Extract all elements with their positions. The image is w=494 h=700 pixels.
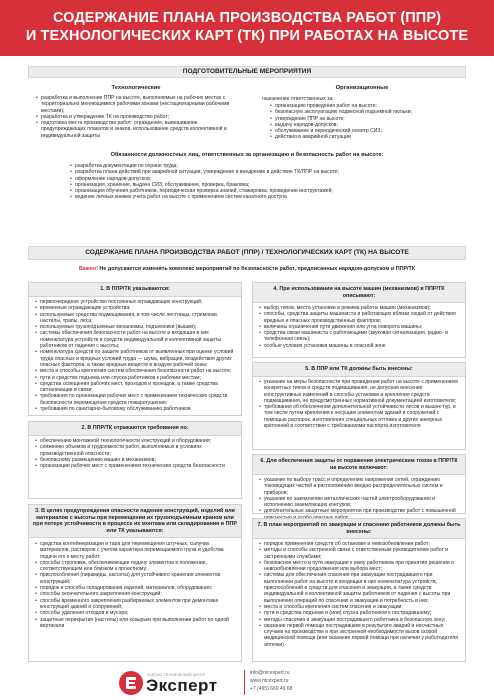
box-electrical <box>252 454 466 514</box>
footer-email[interactable]: info@ntcexpert.ru <box>250 670 290 676</box>
list-item: • места и способы крепления систем обеспечения безопасности работ на высоте; <box>35 368 235 374</box>
list-item: • снижению объемов и трудоемкости работ, выполняемых в условиях производственной опасности; <box>35 444 235 457</box>
list-item: • способы удаления отходов и мусора; <box>35 610 235 616</box>
org-heading: Организационные <box>335 85 389 91</box>
list-item: • обеспечению монтажной технологичности конструкций и оборудования; <box>35 438 235 444</box>
list-item: • разработка плана действий при аварийной ситуации, утверждение и внедрение в действие ТК/ППР на высоте; <box>70 169 430 175</box>
box-falling-prevention <box>28 504 242 662</box>
list-item: • организация, хранение, выдача СИЗ, обслуживание, проверка, браковка; <box>70 182 430 188</box>
company-logo-icon <box>118 670 144 696</box>
list-item: • пути и средства подъема и (или) спуска работников к пострадавшему; <box>259 610 459 616</box>
list-item: • особые условия установки машины в опасной зоне <box>259 343 459 349</box>
list-item: • пути и средства подъема или спуска работников к рабочим местам; <box>35 375 235 381</box>
list-item: • разработка и утверждение ТК на производство работ; <box>36 114 236 120</box>
box-title: 1. В ППР/ТК указываются: <box>29 283 241 297</box>
list-item: • безопасное место и пути эвакуации к нему работников при принятии решения о невозобновлении продолжения или выбора мест; <box>259 560 459 573</box>
logo-name: Эксперт <box>146 676 218 695</box>
list-item: • требования об обеспечении дополнительной устойчивости лесов и вышек-тур, в том числе путем крепления к несущим элементам зданий и сооружений с помощью распорок, изготовления специальных оттяжек и других анкерных креплений в соответствии с требованиями паспорта изготовителя <box>259 404 459 429</box>
list-item: • используемые средства подмащивания, в том числе лестницы, стремянки, настилы, трапы, леса; <box>35 312 235 325</box>
list-item: • способы строповки, обеспечивающие подачу элементов в положение, соответствующем или близком к проектному; <box>35 560 235 573</box>
list-item: • дополнительные защитные мероприятия при производстве работ с повышенной <box>259 508 459 521</box>
header-banner <box>0 0 494 56</box>
list-item: • порядок и способы складирования изделий, материалов, оборудования; <box>35 585 235 591</box>
list-item: • способы временного закрепления разбираемых элементов при демонтаже конструкций зданий и сооружений; <box>35 598 235 611</box>
duties-heading: Обязанности должностных лиц, ответственных за организацию и безопасность работ на высоте: <box>110 152 384 158</box>
box-title: 2. В ППР/ТК отражаются требования по: <box>29 422 241 436</box>
list-item: • организация обучения работников, периодическая проверка знаний, стажировка, проведение инструктажей; <box>70 188 430 194</box>
list-item: • указание по заземлению металлических частей электрооборудования и исполнению заземляющих контуров; <box>259 496 459 509</box>
list-item: • разработка и выполнение ППР на высоте, выполняемых на рабочих местах с территориально меняющимися рабочими зонами (нестационарными рабочими местами); <box>36 95 236 114</box>
list-item: • порядок применения средств об остановке и невозобновлении работ; <box>259 541 459 547</box>
content-section-band: СОДЕРЖАНИЕ ПЛАНА ПРОИЗВОДСТВА РАБОТ (ППР) / ТЕХНОЛОГИЧЕСКИХ КАРТ (ТК) НА ВЫСОТЕ <box>28 246 466 260</box>
tech-heading: Технологические <box>111 85 161 91</box>
org-list <box>270 103 465 141</box>
box-requirements <box>28 421 242 499</box>
page-title-line1: СОДЕРЖАНИЕ ПЛАНА ПРОИЗВОДСТВА РАБОТ (ППР) <box>52 10 442 26</box>
warning-line <box>28 266 466 272</box>
list-item: • ведение личных книжек учета работ на высоте с применением систем канатного доступа <box>70 194 430 200</box>
list-item: • системы для обеспечения спасения при эвакуации пострадавшего при выполнении работ на высоте и входящая в них номенклатура устройств, приспособлений и средств для спасения и эвакуации, а также средств индивидуальной и коллективной защиты работников от падения с высоты при выполнении операций по спасению и эвакуации и потребность в них; <box>259 572 459 603</box>
list-item: • указание по выбору трасс и определению напряжения сетей, ограждению токоведущих частей и расположению вводно-распределительных систем и приборов; <box>259 477 459 496</box>
list-item: • величины ограничения пути движения или угла поворота машины; <box>259 324 459 330</box>
list-item: • номенклатура средств по защите работников от выявленных при оценке условий труда опасных и вредных условий труда — шума, вибрации, воздействия других опасных факторов, а также вредных веществ в воздухе рабочей зоны; <box>35 349 235 368</box>
list-item: • требования по организации рабочих мест с применением технических средств безопасности перемещения средств пожаротушения; <box>35 393 235 406</box>
list-item: • утверждение ППР на высоте; <box>270 116 465 122</box>
box-title: 5. В ППР или ТК должны быть внесены: <box>253 363 465 377</box>
list-item: • подготовка места производства работ: ограждение, вывешивание предупреждающих плакатов и знаков, использование средств коллективной и индивидуальной защиты <box>36 120 236 139</box>
warning-label: Важно! <box>78 266 98 272</box>
box-list <box>259 541 459 648</box>
list-item: • оказание первой помощи пострадавшим в результате аварий и несчастных случаев на производстве и при экстренной необходимости вызов скорой медицинской помощи (или оказание первой помощи при наличии у работодателя аптечки) <box>259 623 459 648</box>
footer-divider <box>244 670 245 695</box>
list-item: • средства освещения рабочих мест, проходов и проездов, а также средства сигнализации и связи; <box>35 381 235 394</box>
org-lead: назначение ответственных за: <box>262 96 334 102</box>
list-item: • места и способы крепления систем спасения и эвакуации; <box>259 604 459 610</box>
list-item: • приспособления (пирамиды, кассеты) для устойчивого хранения элементов конструкций; <box>35 572 235 585</box>
list-item: • первоочередное устройство постоянных ограждающих конструкций; <box>35 299 235 305</box>
list-item: • организацию проведения работ на высоте; <box>270 103 465 109</box>
box-list <box>35 541 235 629</box>
duties-list <box>70 163 430 201</box>
box-scaffolding <box>252 362 466 450</box>
list-item: • средства связи машиниста с работающими (звуковая сигнализация, радио- и телефонная связь); <box>259 330 459 343</box>
box-list <box>35 299 235 412</box>
list-item: • оформление нарядов-допусков; <box>70 176 430 182</box>
list-item: • способы окончательного закрепления конструкций; <box>35 591 235 597</box>
box-list <box>259 477 459 521</box>
list-item: • безопасную эксплуатацию подвесной подъемной люльки; <box>270 109 465 115</box>
list-item: • указание на меры безопасности при проведении работ на высоте с применением конкретных типов и средств подмащивания, не допуская внесение конструктивных изменений в способы установки и крепления средств подмащивания, не предусмотренных нормативной документацией изготовителя; <box>259 379 459 404</box>
box-list <box>35 438 235 469</box>
box-evacuation <box>252 518 466 662</box>
tech-list <box>36 95 236 139</box>
list-item: • выбор типов, места установки и режима работы машин (механизмов); <box>259 305 459 311</box>
prep-section-band: ПОДГОТОВИТЕЛЬНЫЕ МЕРОПРИЯТИЯ <box>28 66 466 78</box>
page-title-line2: И ТЕХНОЛОГИЧЕСКИХ КАРТ (ТК) ПРИ РАБОТАХ НА ВЫСОТЕ <box>25 28 469 44</box>
list-item: • обслуживание и периодический осмотр СИЗ; <box>270 128 465 134</box>
list-item: • способы, средства защиты машиниста и работающих вблизи людей от действия вредных и опасных производственных факторов; <box>259 311 459 324</box>
list-item: • методы спасения и эвакуации пострадавшего работника в безопасную зону; <box>259 617 459 623</box>
footer-site[interactable]: www.ntcexpert.ru <box>250 678 289 684</box>
box-title: 6. Для обеспечения защиты от поражения электрическим током в ППР/ТК на высоте включают: <box>253 455 465 475</box>
box-machines <box>252 282 466 358</box>
box-title: 4. При использовании на высоте машин (механизмов) в ППР/ТК описывают: <box>253 283 465 303</box>
box-list <box>259 305 459 349</box>
warning-text: Не допускается изменять комплекс мероприятий по безопасности работ, предписанных нарядом-допуском и ППР/ТК <box>99 266 416 272</box>
box-list <box>259 379 459 429</box>
logo-subtitle: УЧЕБНО-ТЕХНИЧЕСКИЙ ЦЕНТР <box>147 673 206 677</box>
list-item: • организации рабочих мест с применением технических средств безопасности <box>35 463 235 469</box>
list-item: • безопасному размещению машин и механизмов; <box>35 457 235 463</box>
list-item: • защитные перекрытия (настилы) или козырьки при выполнении работ по одной вертикали <box>35 617 235 630</box>
box-title: 3. В целях предупреждения опасности падения конструкций, изделий или материалов с высоты при перемещении их грузоподъемным краном или при потере устойчивости в процессе их монтажа или складирования в ППР или ТК указываются: <box>29 505 241 538</box>
list-item: • разработка документации по охране труда; <box>70 163 430 169</box>
list-item: • системы обеспечения безопасности работ на высоте и входящая в них номенклатура устройств и средств индивидуальной и коллективной защиты работников от падения с высоты; <box>35 330 235 349</box>
list-item: • действия в аварийной ситуации <box>270 134 465 140</box>
box-title: 7. В план мероприятий по эвакуации и спасению работников должны быть внесены: <box>253 519 465 539</box>
list-item: • средства контейнеризации и тара для перемещения штучных, сыпучих материалов, растворов с учетом характера перемещаемого груза и удобства подачи его к месту работ; <box>35 541 235 560</box>
list-item: • используемые грузоподъемные механизмы, подъемники (вышки); <box>35 324 235 330</box>
footer-phone: +7 (495) 660 49 68 <box>250 686 293 692</box>
list-item: • методы и способы экстренной связи с ответственным руководителем работ и экстренными службами; <box>259 547 459 560</box>
list-item: • требования по санитарно-бытовому обслуживанию работников <box>35 406 235 412</box>
box-ppr-items <box>28 282 242 416</box>
list-item: • временные ограждающие устройства; <box>35 305 235 311</box>
list-item: • выдачу нарядов-допусков; <box>270 122 465 128</box>
